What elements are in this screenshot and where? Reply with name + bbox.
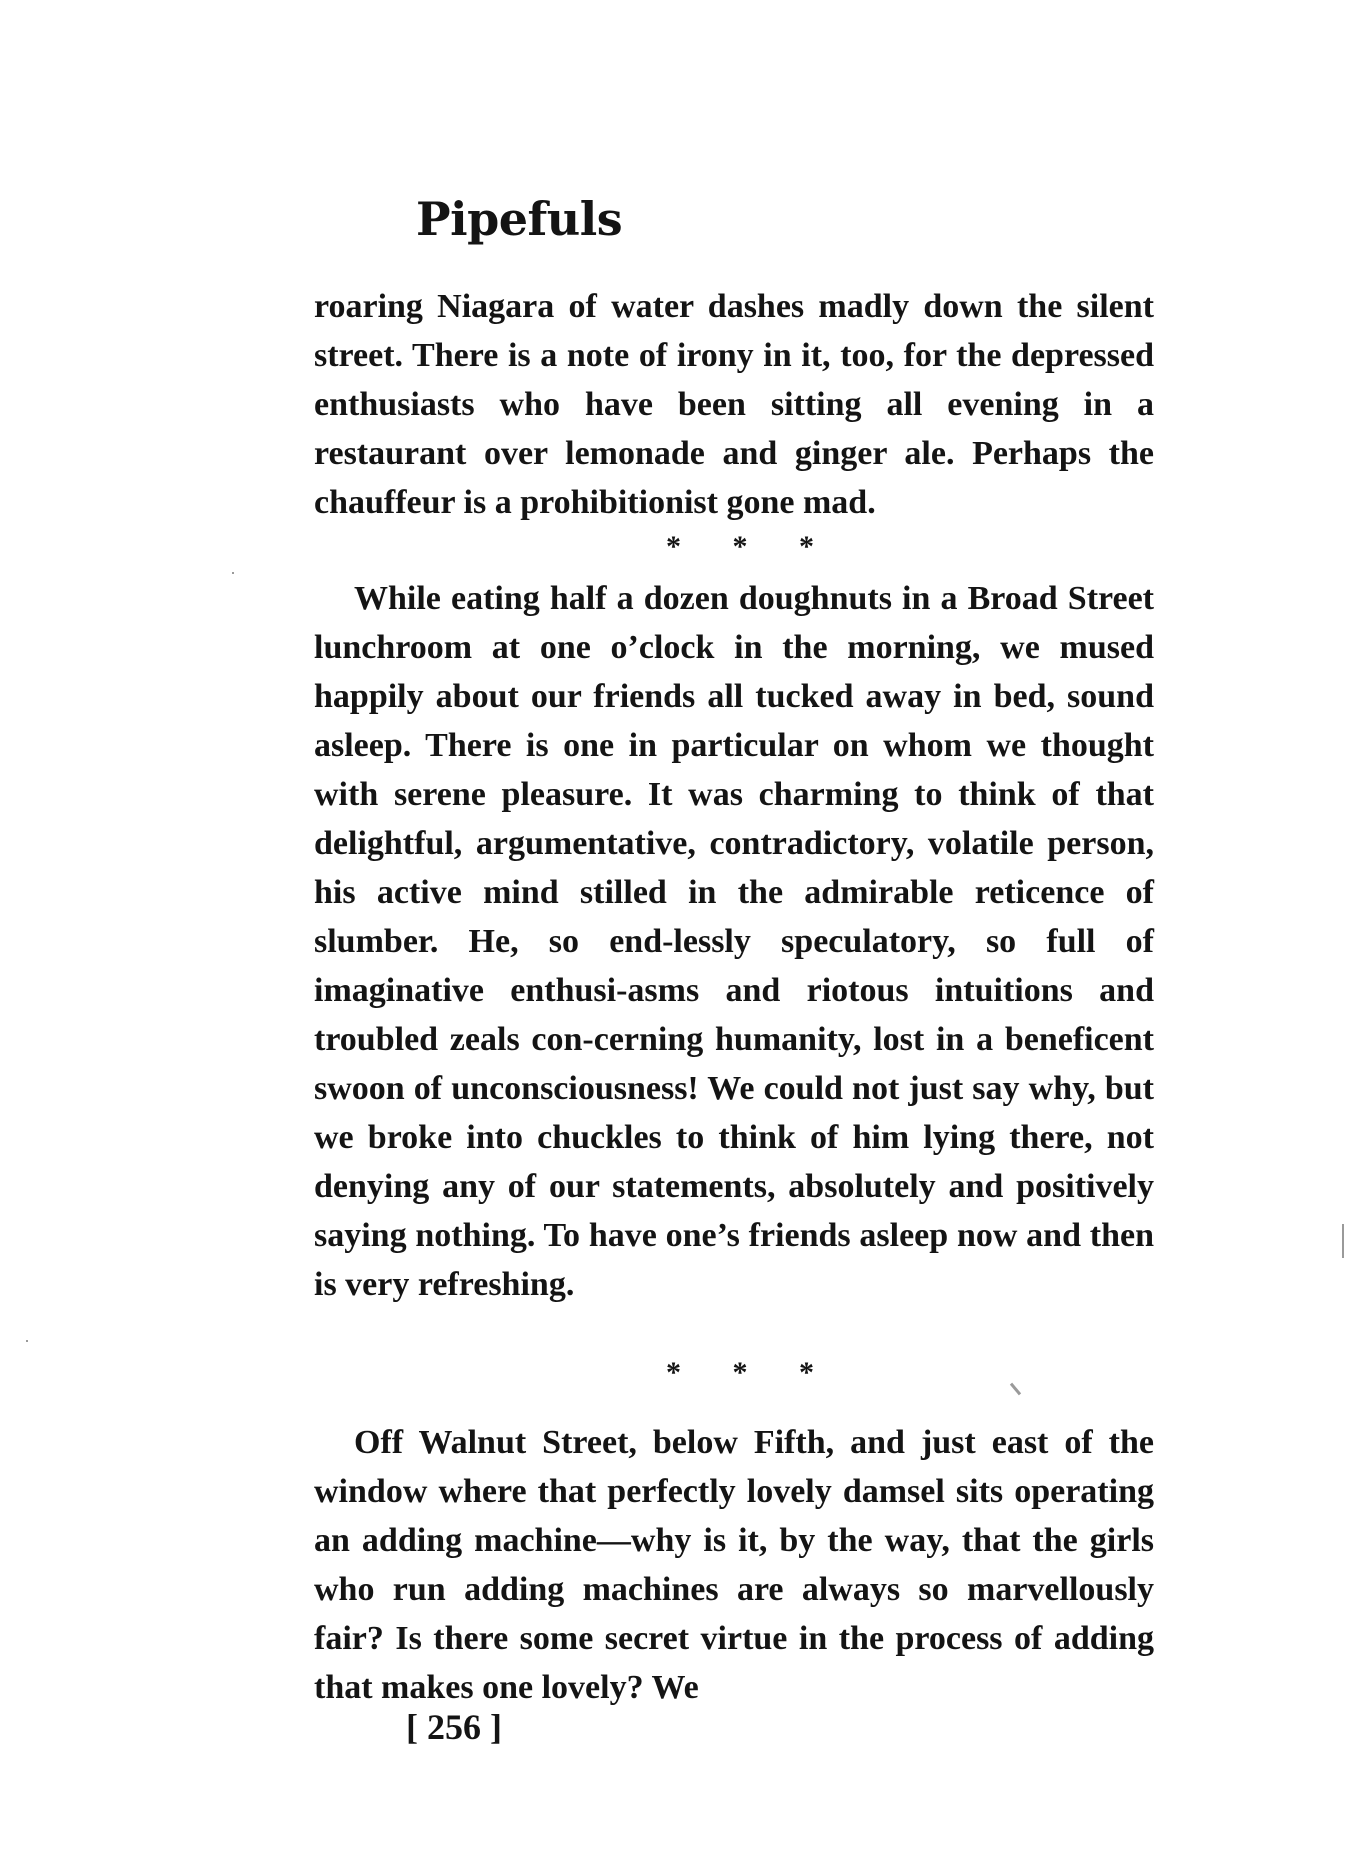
paragraph-walnut-street: Off Walnut Street, below Fifth, and just east of the window where that perfectly lovely damsel sits operating an adding machine—why is it, by the way, that the girls who run adding machines are always so marvellously fair? Is there some secret virtue in the process of adding that makes one lovely? We [314,1424,1154,1706]
section-break: * * * [666,1356,814,1389]
scan-speck [1342,1224,1344,1258]
scan-speck [1010,1383,1021,1396]
scan-speck [26,1340,28,1342]
page-number: [ 256 ] [406,1707,502,1747]
running-head: Pipefuls [416,192,623,246]
paragraph-doughnuts: While eating half a dozen doughnuts in a Broad Street lunchroom at one o’clock in the morning, we mused happily about our friends all tucked away in bed, sound asleep. There is one in particular on whom we thought with serene pleasure. It was charming to think of that delightful, argumentative, contradictory, volatile person, his active mind stilled in the admirable reticence of slumber. He, so end-lessly speculatory, so full of imaginative enthusi-asms and riotous intuitions and troubled zeals con-cerning humanity, lost in a beneficent swoon of unconsciousness! We could not just say why, but we broke into chuckles to think of him lying there, not denying any of our statements, absolutely and positively saying nothing. To have one’s friends asleep now and then is very refreshing. [314,580,1154,1303]
section-break: * * * [666,530,814,563]
paragraph-continued: roaring Niagara of water dashes madly down the silent street. There is a note of irony in it, too, for the depressed enthusiasts who have been sitting all evening in a restaurant over lemonade and ginger ale. Perhaps the chauffeur is a prohibitionist gone mad. [314,288,1154,521]
scan-speck [232,572,234,574]
